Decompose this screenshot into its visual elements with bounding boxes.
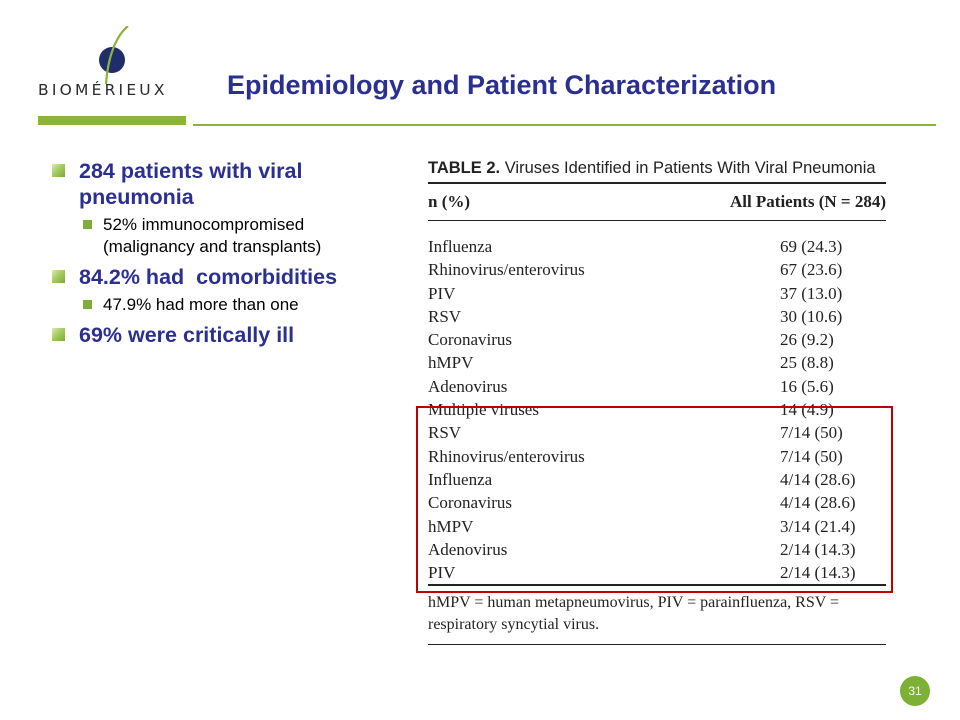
sub-bullet-text: 52% immunocompromised (malignancy and transplants) <box>103 215 322 256</box>
row-label: PIV <box>428 283 456 303</box>
multiple-viruses-highlight-box <box>416 406 893 593</box>
row-value: 16 (5.6) <box>780 376 834 396</box>
row-label: Adenovirus <box>428 376 508 396</box>
table-caption <box>428 152 886 182</box>
page-number-badge: 31 <box>900 676 930 706</box>
table-header <box>428 184 886 220</box>
row-label: Coronavirus <box>428 493 513 513</box>
sub-bullet-item <box>52 294 392 316</box>
row-label: hMPV <box>428 353 474 373</box>
logo-mark-icon <box>98 26 138 86</box>
bullet-square-icon <box>52 328 65 341</box>
bullet-item <box>52 158 392 210</box>
table-caption-label: TABLE 2. <box>428 159 501 177</box>
bullet-square-icon <box>52 164 65 177</box>
row-value: 2/14 (14.3) <box>780 563 856 583</box>
row-value: 37 (13.0) <box>780 283 843 303</box>
biomerieux-logo <box>38 26 188 126</box>
row-label: Influenza <box>428 469 493 489</box>
row-value: 4/14 (28.6) <box>780 493 856 513</box>
row-value: 69 (24.3) <box>780 237 843 256</box>
bullet-text: 69% were critically ill <box>79 323 295 347</box>
row-label: Rhinovirus/enterovirus <box>428 446 585 466</box>
row-label: RSV <box>428 306 462 326</box>
row-value: 4/14 (28.6) <box>780 469 856 489</box>
row-label: Rhinovirus/enterovirus <box>428 260 585 280</box>
sub-bullet-item <box>52 214 392 258</box>
row-value: 7/14 (50) <box>780 423 843 443</box>
sub-bullet-square-icon <box>83 220 92 229</box>
table-row <box>428 328 886 351</box>
row-value: 25 (8.8) <box>780 353 834 373</box>
bullet-text: 84.2% had comorbidities <box>79 265 338 289</box>
table-row <box>428 351 886 374</box>
sub-bullet-text: 47.9% had more than one <box>103 295 299 314</box>
row-value: 3/14 (21.4) <box>780 516 856 536</box>
page-title: Epidemiology and Patient Characterization <box>227 70 777 100</box>
row-value: 26 (9.2) <box>780 330 834 350</box>
row-label: RSV <box>428 423 462 443</box>
bullet-item <box>52 264 392 290</box>
row-label: Adenovirus <box>428 539 508 559</box>
logo-bar <box>38 116 186 125</box>
table-row <box>428 375 886 398</box>
row-label: Multiple viruses <box>428 400 539 420</box>
logo-text: BIOMÉRIEUX <box>38 81 168 99</box>
bullet-list <box>52 158 392 352</box>
table-header-left: n (%) <box>428 192 471 211</box>
bullet-square-icon <box>52 270 65 283</box>
table-header-right: All Patients (N = 284) <box>729 192 886 211</box>
table-footnote-rule <box>428 644 886 645</box>
row-label: Coronavirus <box>428 330 513 350</box>
sub-bullet-square-icon <box>83 300 92 309</box>
table-row <box>428 235 886 258</box>
title-divider <box>193 124 936 126</box>
bullet-item <box>52 322 392 348</box>
row-value: 2/14 (14.3) <box>780 539 856 559</box>
table-row <box>428 258 886 281</box>
bullet-text: 284 patients with viral pneumonia <box>79 159 303 209</box>
row-label: Influenza <box>428 237 493 256</box>
table-row <box>428 305 886 328</box>
row-label: hMPV <box>428 516 474 536</box>
row-value: 30 (10.6) <box>780 306 843 326</box>
row-value: 14 (4.9) <box>780 400 834 420</box>
row-value: 7/14 (50) <box>780 446 843 466</box>
table-caption-text: Viruses Identified in Patients With Viral Pneumonia <box>504 159 876 177</box>
table-row <box>428 282 886 305</box>
row-label: PIV <box>428 563 456 583</box>
row-value: 67 (23.6) <box>780 260 843 280</box>
table-footnote: hMPV = human metapneumovirus, PIV = parainfluenza, RSV = respiratory syncytial virus. <box>428 594 840 634</box>
